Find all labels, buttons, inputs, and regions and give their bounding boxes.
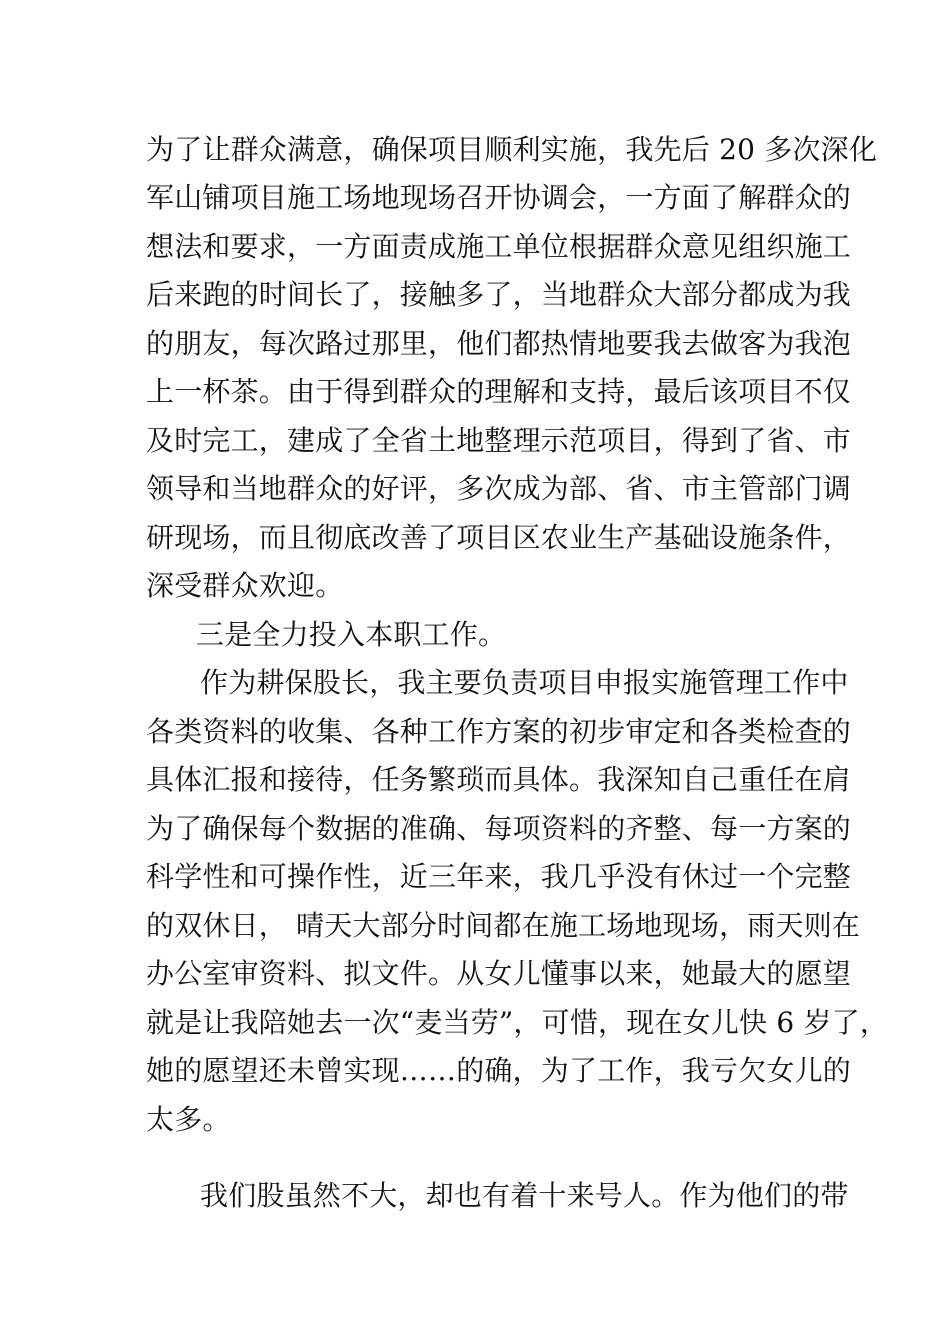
text-line: 太多。	[146, 1103, 231, 1136]
text-line: 后来跑的时间长了，接触多了，当地群众大部分都成为我	[146, 278, 852, 311]
text-line: 她的愿望还未曾实现……的确，为了工作，我亏欠女儿的	[146, 1054, 852, 1087]
text-line: 想法和要求，一方面责成施工单位根据群众意见组织施工	[146, 230, 852, 263]
text-line: 科学性和可操作性，近三年来，我几乎没有休过一个完整	[146, 860, 852, 893]
text-line: 就是让我陪她去一次“麦当劳”，可惜，现在女儿快 6 岁了，	[146, 1006, 889, 1039]
text-line: 我们股虽然不大，却也有着十来号人。作为他们的带	[200, 1179, 849, 1212]
text-line: 领导和当地群众的好评，多次成为部、省、市主管部门调	[146, 472, 852, 505]
text-line: 上一杯茶。由于得到群众的理解和支持，最后该项目不仅	[146, 375, 852, 408]
text-line: 的双休日， 晴天大部分时间都在施工场地现场，雨天则在	[146, 909, 861, 942]
section-heading: 三是全力投入本职工作。	[196, 618, 507, 651]
text-line: 为了确保每个数据的准确、每项资料的齐整、每一方案的	[146, 812, 852, 845]
text-line: 为了让群众满意，确保项目顺利实施，我先后 20 多次深化	[146, 133, 878, 166]
text-line: 具体汇报和接待，任务繁琐而具体。我深知自己重任在肩	[146, 763, 852, 796]
text-line: 深受群众欢迎。	[146, 569, 344, 602]
text-line: 及时完工，建成了全省土地整理示范项目，得到了省、市	[146, 424, 852, 457]
text-line: 的朋友，每次路过那里，他们都热情地要我去做客为我泡	[146, 327, 852, 360]
text-line: 各类资料的收集、各种工作方案的初步审定和各类检查的	[146, 715, 852, 748]
text-line: 办公室审资料、拟文件。从女儿懂事以来，她最大的愿望	[146, 957, 852, 990]
text-line: 军山铺项目施工场地现场召开协调会，一方面了解群众的	[146, 181, 852, 214]
text-line: 作为耕保股长，我主要负责项目申报实施管理工作中	[200, 666, 849, 699]
text-line: 研现场，而且彻底改善了项目区农业生产基础设施条件，	[146, 521, 852, 554]
